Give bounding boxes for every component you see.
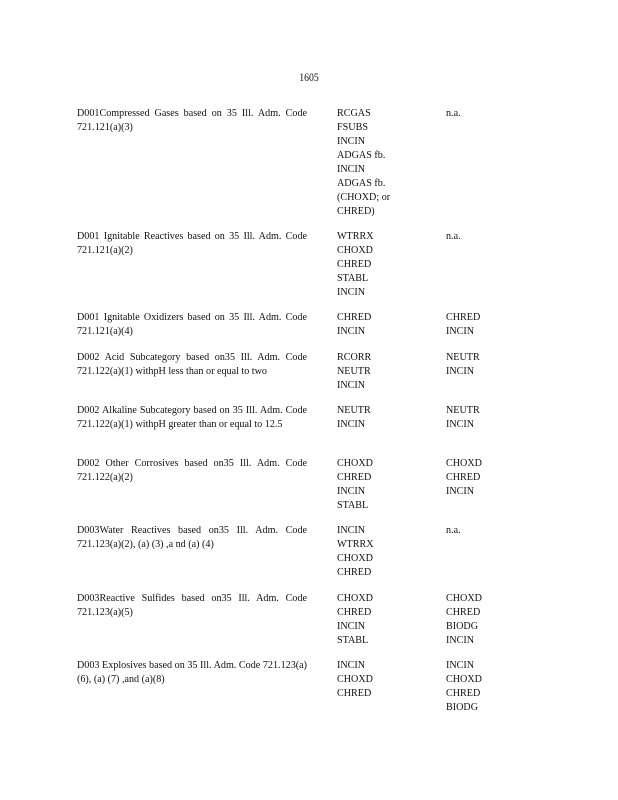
waste-description: D001 Ignitable Reactives based on 35 Ill. Adm. Code 721.121(a)(2) (77, 230, 307, 256)
technology-code: CHRED) (337, 205, 375, 217)
technology-code: CHRED (337, 258, 372, 270)
waste-description: D002 Other Corrosives based on35 Ill. Adm. Code 721.122(a)(2) (77, 457, 307, 483)
technology-codes (337, 658, 401, 700)
wastewater-codes (446, 106, 501, 120)
technology-code: CHOXD (337, 673, 373, 685)
wastewater-codes (446, 658, 501, 714)
wastewater-code: n.a. (446, 107, 461, 119)
wastewater-codes (446, 310, 501, 338)
wastewater-code: NEUTR (446, 404, 480, 416)
technology-code: NEUTR (337, 404, 371, 416)
wastewater-codes (446, 456, 501, 498)
wastewater-code: CHRED (446, 687, 481, 699)
technology-code: (CHOXD; or (337, 191, 391, 203)
technology-code: INCIN (337, 659, 366, 671)
wastewater-code: CHOXD (446, 592, 482, 604)
technology-code: CHOXD (337, 552, 373, 564)
wastewater-code: CHRED (446, 311, 481, 323)
technology-code: WTRRX (337, 538, 374, 550)
waste-description: D003Water Reactives based on35 Ill. Adm. Code 721.123(a)(2), (a) (3) ,a nd (a) (4) (77, 524, 307, 550)
technology-codes (337, 310, 401, 338)
technology-codes (337, 350, 401, 392)
wastewater-codes (446, 523, 501, 537)
technology-code: INCIN (337, 485, 366, 497)
waste-description: D002 Acid Subcategory based on35 Ill. Adm. Code 721.122(a)(1) withpH less than or equal to two (77, 351, 307, 377)
wastewater-code: INCIN (446, 418, 475, 430)
waste-description: D003 Explosives based on 35 Ill. Adm. Code 721.123(a)(6), (a) (7) ,and (a)(8) (77, 659, 307, 685)
wastewater-code: CHRED (446, 606, 481, 618)
technology-code: RCORR (337, 351, 372, 363)
technology-code: INCIN (337, 379, 366, 391)
wastewater-code: INCIN (446, 485, 475, 497)
wastewater-code: n.a. (446, 524, 461, 536)
technology-code: CHRED (337, 606, 372, 618)
technology-code: CHRED (337, 687, 372, 699)
waste-description: D003Reactive Sulfides based on35 Ill. Adm. Code 721.123(a)(5) (77, 592, 307, 618)
technology-code: STABL (337, 499, 369, 511)
technology-code: ADGAS fb. (337, 177, 386, 189)
waste-description: D002 Alkaline Subcategory based on 35 Ill. Adm. Code 721.122(a)(1) withpH greater than or equal to 12.5 (77, 404, 307, 430)
technology-code: NEUTR (337, 365, 371, 377)
technology-code: CHRED (337, 311, 372, 323)
waste-description: D001Compressed Gases based on 35 Ill. Adm. Code 721.121(a)(3) (77, 107, 307, 133)
wastewater-codes (446, 229, 501, 243)
technology-code: FSUBS (337, 121, 368, 133)
waste-description: D001 Ignitable Oxidizers based on 35 Ill. Adm. Code 721.121(a)(4) (77, 311, 307, 337)
wastewater-code: CHOXD (446, 457, 482, 469)
technology-code: CHOXD (337, 244, 373, 256)
wastewater-codes (446, 403, 501, 431)
technology-codes (337, 229, 401, 299)
wastewater-codes (446, 350, 501, 378)
technology-codes (337, 591, 401, 647)
technology-code: CHOXD (337, 457, 373, 469)
technology-code: INCIN (337, 620, 366, 632)
wastewater-code: NEUTR (446, 351, 480, 363)
wastewater-code: BIODG (446, 620, 479, 632)
technology-code: CHOXD (337, 592, 373, 604)
wastewater-code: INCIN (446, 659, 475, 671)
wastewater-code: n.a. (446, 230, 461, 242)
technology-code: ADGAS fb. (337, 149, 386, 161)
wastewater-code: INCIN (446, 325, 475, 337)
wastewater-code: CHOXD (446, 673, 482, 685)
technology-code: INCIN (337, 418, 366, 430)
technology-code: INCIN (337, 325, 366, 337)
page-number: 1605 (299, 72, 319, 84)
technology-code: INCIN (337, 135, 366, 147)
wastewater-code: INCIN (446, 365, 475, 377)
wastewater-codes (446, 591, 501, 647)
technology-code: CHRED (337, 566, 372, 578)
wastewater-code: BIODG (446, 701, 479, 713)
technology-code: CHRED (337, 471, 372, 483)
wastewater-code: CHRED (446, 471, 481, 483)
technology-codes (337, 456, 401, 512)
technology-code: STABL (337, 272, 369, 284)
technology-code: INCIN (337, 286, 366, 298)
technology-code: RCGAS (337, 107, 371, 119)
technology-codes (337, 403, 401, 431)
technology-codes (337, 106, 401, 218)
technology-code: INCIN (337, 524, 366, 536)
technology-codes (337, 523, 401, 579)
technology-code: STABL (337, 634, 369, 646)
technology-code: WTRRX (337, 230, 374, 242)
technology-code: INCIN (337, 163, 366, 175)
wastewater-code: INCIN (446, 634, 475, 646)
